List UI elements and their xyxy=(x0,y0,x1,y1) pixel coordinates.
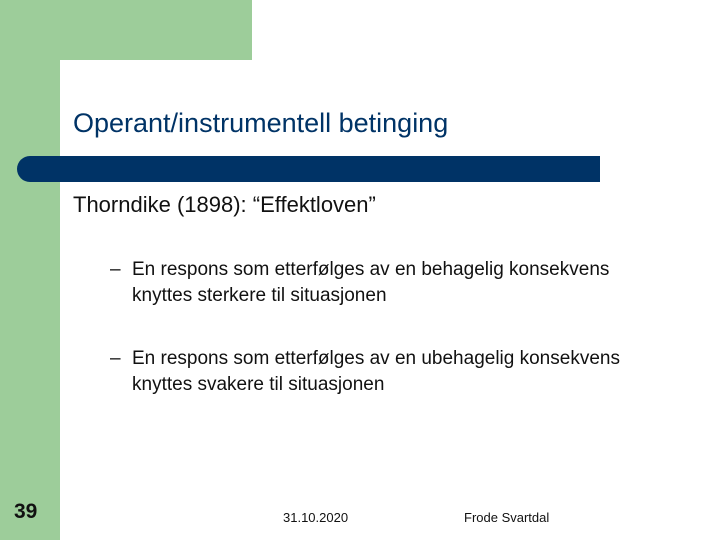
footer-date: 31.10.2020 xyxy=(283,510,349,525)
slide-title: Operant/instrumentell betinging xyxy=(73,108,449,138)
footer-author: Frode Svartdal xyxy=(464,510,550,525)
content-corner xyxy=(60,60,100,100)
title-underline-bar xyxy=(17,156,600,182)
dash-marker: – xyxy=(110,259,121,280)
sub-bullet-text: En respons som etterfølges av en ubehagelig konsekvens knyttes svakere til situasjonen xyxy=(132,348,620,395)
page-number: 39 xyxy=(14,500,38,523)
sub-bullet xyxy=(110,257,670,309)
sub-bullet xyxy=(110,346,670,398)
sub-bullet-text: En respons som etterfølges av en behagelig konsekvens knyttes sterkere til situasjonen xyxy=(132,259,610,306)
top-accent-band xyxy=(0,0,252,60)
main-bullet: Thorndike (1898): “Effektloven” xyxy=(73,192,376,217)
left-accent-band xyxy=(0,0,60,540)
dash-marker: – xyxy=(110,348,121,369)
